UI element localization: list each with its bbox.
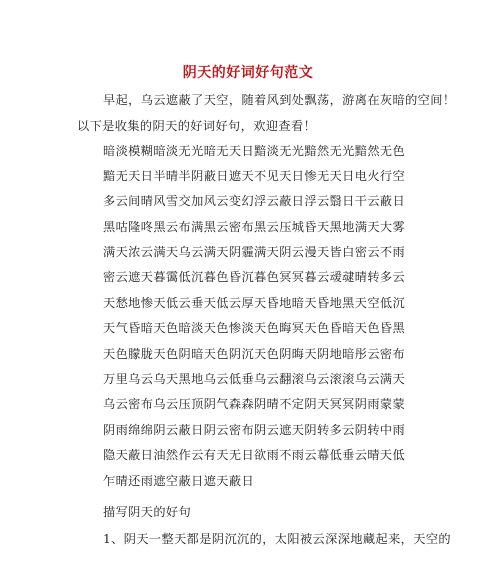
intro-paragraph: 早起，乌云遮蔽了天空，随着风到处飘荡，游离在灰暗的空间！ xyxy=(103,93,456,107)
word-list-line: 暗淡模糊暗淡无光暗无天日黯淡无光黯然无光黯然无色 xyxy=(103,144,406,158)
word-list-line: 黯无天日半晴半阴蔽日遮天不见天日惨无天日电火行空 xyxy=(103,169,406,183)
word-list-line: 满天浓云满天乌云满天阴霾满天阴云漫天皆白密云不雨 xyxy=(103,245,406,259)
word-list-line: 多云间晴风雪交加风云变幻浮云蔽日浮云翳日干云蔽日 xyxy=(103,194,406,208)
word-list-line: 天愁地惨天低云垂天低云厚天昏地暗天昏地黑天空低沉 xyxy=(103,296,406,310)
word-list-line: 阴雨绵绵阴云蔽日阴云密布阴云遮天阴转多云阴转中雨 xyxy=(103,423,406,437)
intro-paragraph-continued: 以下是收集的阴天的好词好句，欢迎查看！ xyxy=(77,119,317,133)
word-list-line: 万里乌云乌天黑地乌云低垂乌云翻滚乌云滚滚乌云满天 xyxy=(103,372,406,386)
word-list-line: 密云遮天暮霭低沉暮色昏沉暮色冥冥暮云叆叇晴转多云 xyxy=(103,270,406,284)
word-list-line: 天气昏暗天色暗淡天色惨淡天色晦冥天色昏暗天色昏黑 xyxy=(103,321,406,335)
word-list-line: 黑咕隆咚黑云布满黑云密布黑云压城昏天黑地满天大雾 xyxy=(103,220,406,234)
word-list-line: 乌云密布乌云压顶阴气森森阴晴不定阴天冥冥阴雨蒙蒙 xyxy=(103,397,406,411)
word-list-line: 天色朦胧天色阴暗天色阴沉天色阴晦天阴地暗彤云密布 xyxy=(103,347,406,361)
example-sentence: 1、阴天一整天都是阴沉沉的，太阳被云深深地藏起来，天空的 xyxy=(103,532,452,546)
word-list-line: 隐天蔽日油然作云有天无日欲雨不雨云幕低垂云晴天低 xyxy=(103,448,406,462)
word-list-line: 乍晴还雨遮空蔽日遮天蔽日 xyxy=(103,474,255,488)
page-title: 阴天的好词好句范文 xyxy=(182,65,314,81)
section-heading: 描写阴天的好句 xyxy=(103,505,192,519)
